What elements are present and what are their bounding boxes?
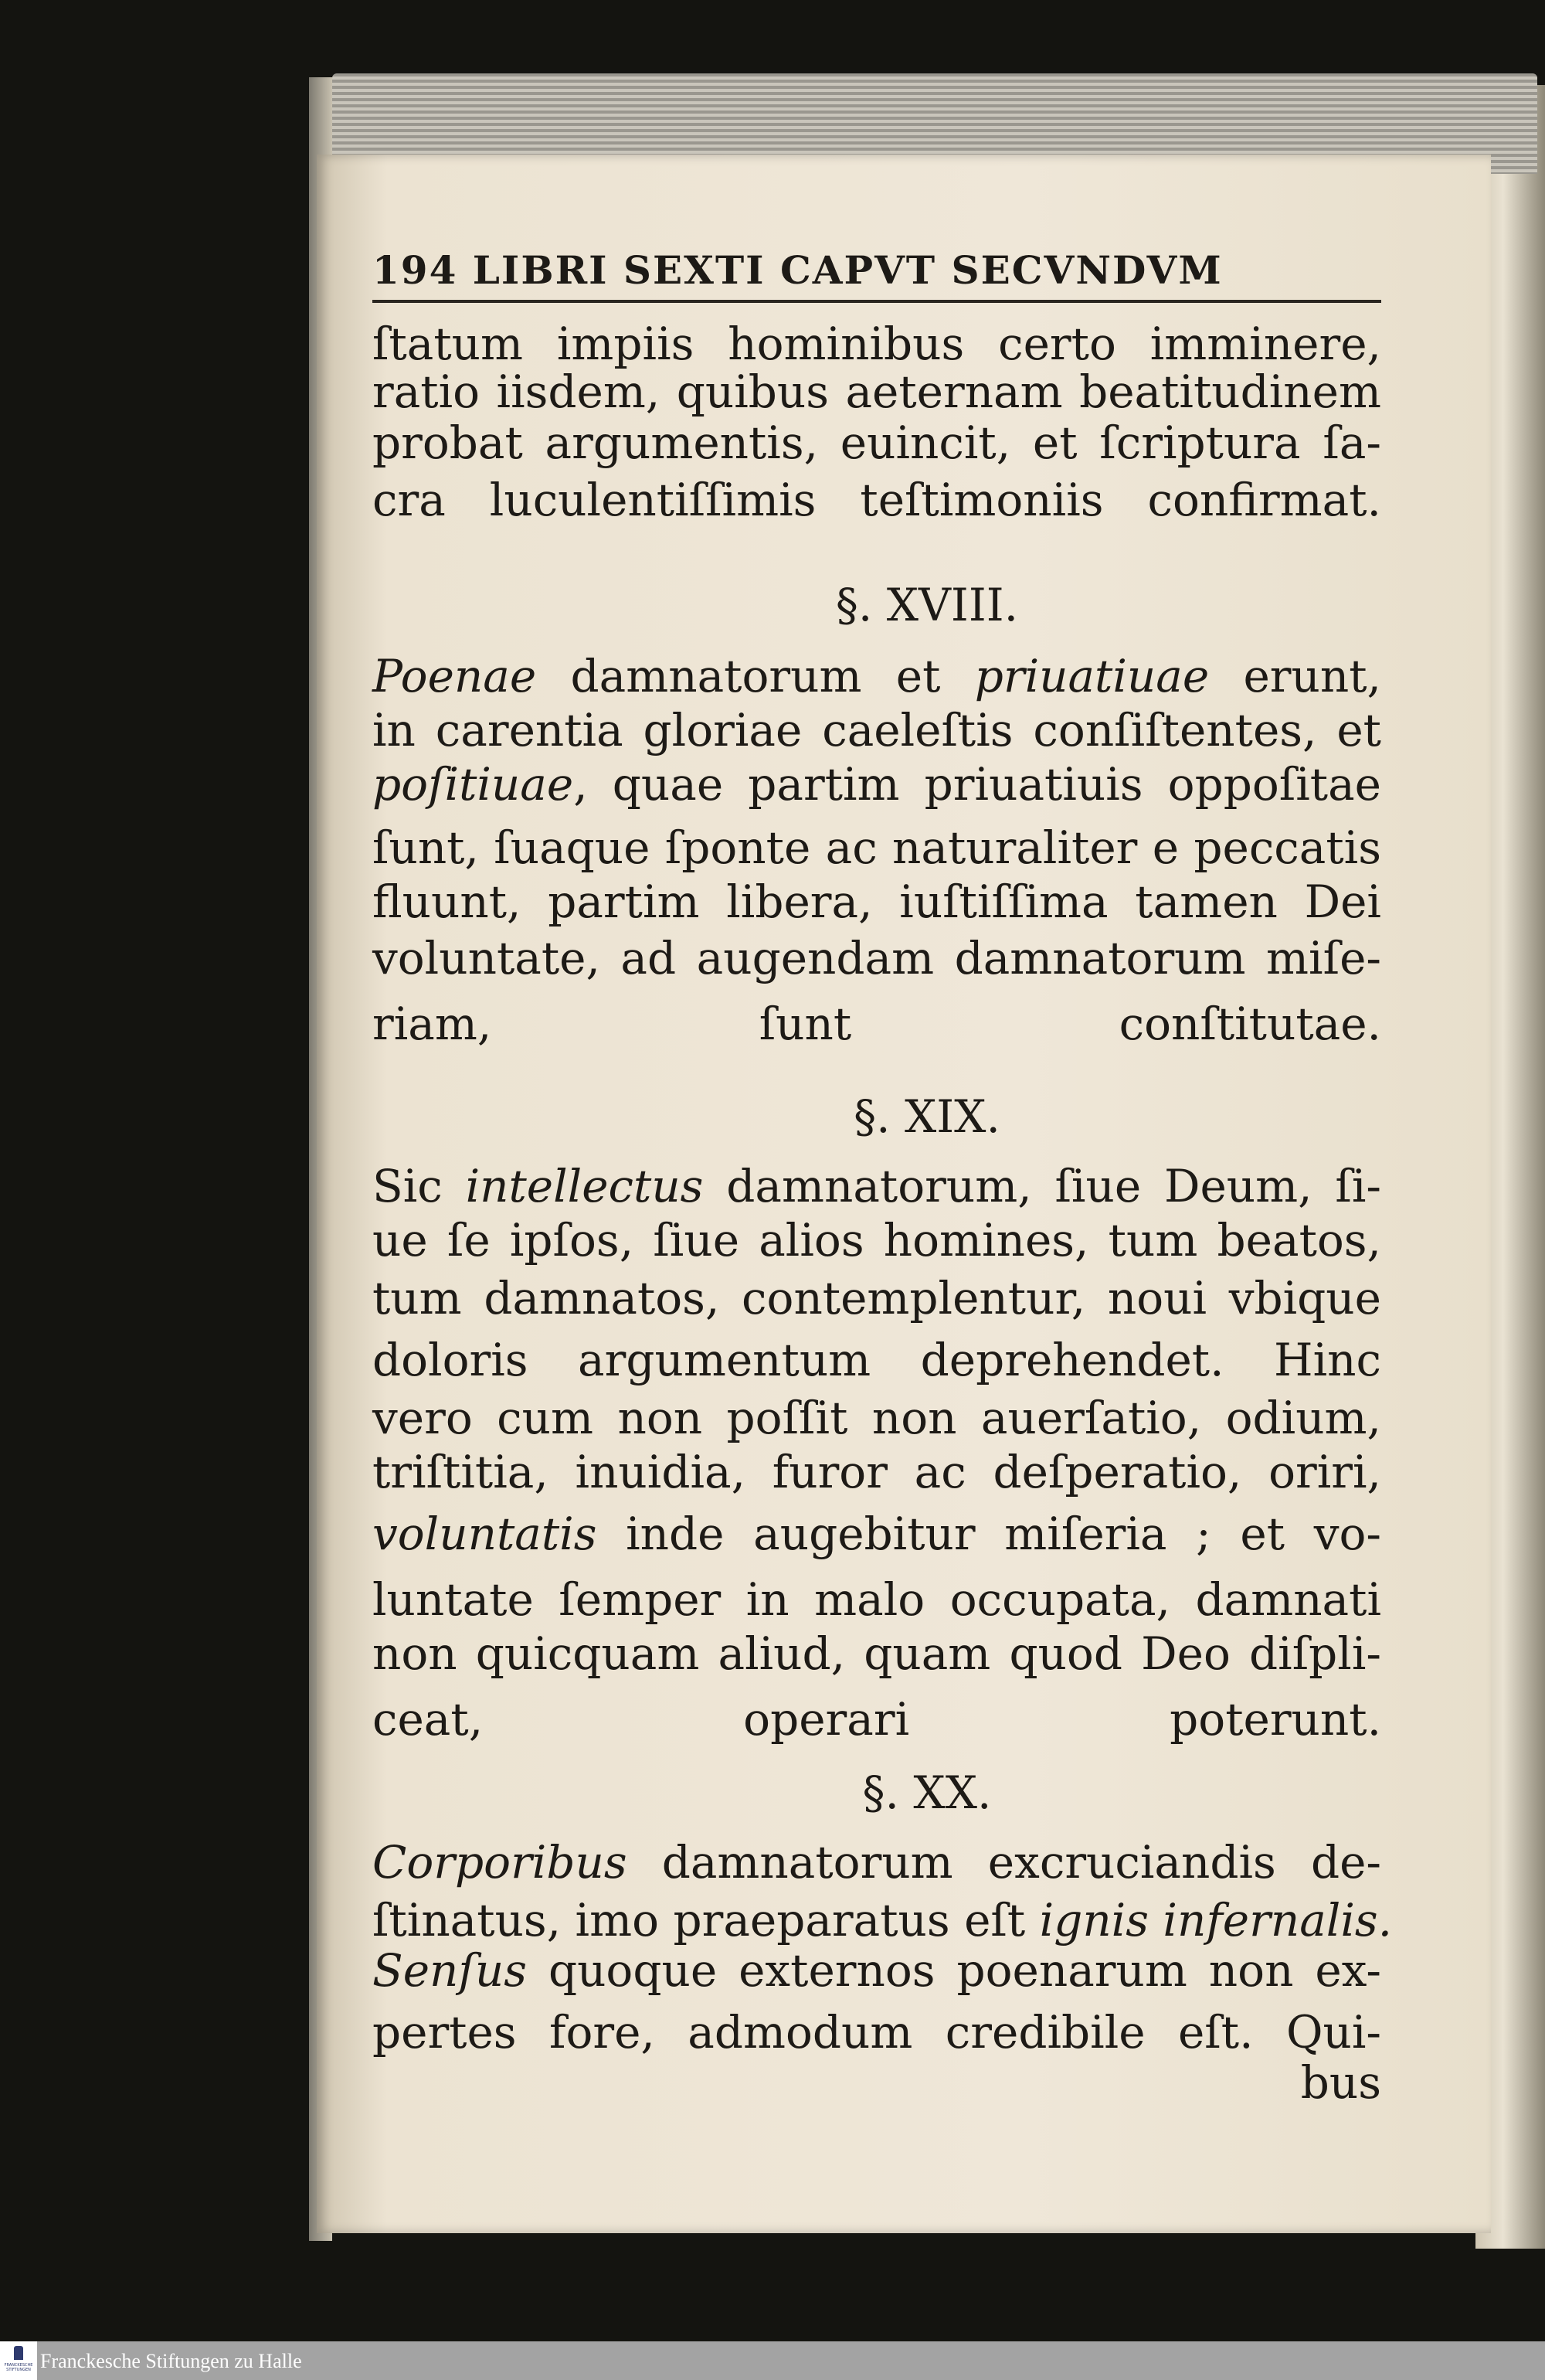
logo-figure-icon: [14, 2346, 23, 2360]
text-segment: tum damnatos, contemplentur, noui vbique: [372, 1272, 1381, 1324]
text-segment: erunt,: [1209, 650, 1381, 702]
text-segment: voluntate, ad augendam damnatorum miſe-: [372, 932, 1381, 984]
text-segment: fluunt, partim libera, iuſtiſſima tamen Dei: [372, 876, 1381, 928]
text-segment: Sic: [372, 1160, 466, 1212]
text-line: [372, 1835, 1381, 1889]
text-segment: bus: [1300, 2056, 1381, 2109]
text-segment: ratio iisdem, quibus aeternam beatitudinem: [372, 366, 1381, 418]
text-segment: probat argumentis, euincit, et ſcriptura ſa-: [372, 416, 1381, 469]
text-line: [372, 1692, 1381, 1746]
text-line: [372, 365, 1381, 419]
text-line: [372, 416, 1381, 470]
footer-bar: [0, 2341, 1545, 2380]
text-segment: damnatorum et: [536, 650, 975, 702]
text-segment: ſunt, ſuaque ſponte ac naturaliter e peccatis: [372, 821, 1381, 874]
text-segment: §. XX.: [862, 1766, 992, 1819]
text-segment: §. XVIII.: [835, 579, 1019, 631]
text-segment: quoque externos poenarum non ex-: [527, 1944, 1381, 1997]
text-line: [372, 2005, 1381, 2059]
section-heading: [541, 578, 1313, 632]
text-segment: damnatorum, ſiue Deum, ſi-: [703, 1160, 1381, 1212]
section-heading: [541, 1766, 1313, 1820]
text-segment: doloris argumentum deprehendet. Hinc: [372, 1334, 1381, 1386]
italic-term: priuatiuae: [974, 650, 1210, 702]
text-line: [372, 1893, 1393, 1947]
text-line: [372, 821, 1381, 875]
italic-term: Poenae: [372, 650, 537, 702]
text-segment: cra luculentiſſimis teſtimoniis confirmat.: [372, 474, 1381, 526]
text-segment: ue ſe ipſos, ſiue alios homines, tum beatos,: [372, 1214, 1381, 1266]
text-line: [372, 1271, 1381, 1325]
text-segment: in carentia gloriae caeleſtis conſiſtentes, et: [372, 704, 1381, 756]
text-line: [372, 473, 1381, 527]
text-line: [372, 1159, 1381, 1213]
text-segment: inde augebitur miſeria ; et vo-: [596, 1508, 1381, 1560]
text-line: [372, 649, 1381, 703]
text-line: [372, 997, 1381, 1051]
text-segment: damnatorum excruciandis de-: [626, 1836, 1381, 1889]
text-line: [372, 931, 1381, 985]
text-line: [372, 1333, 1381, 1387]
italic-term: poſitiuae: [372, 758, 574, 811]
text-line: [372, 2055, 1381, 2110]
text-segment: vero cum non poſſit non auerſatio, odium,: [372, 1392, 1381, 1444]
text-segment: non quicquam aliud, quam quod Deo diſpli-: [372, 1627, 1381, 1680]
text-segment: ceat, operari poterunt.: [372, 1693, 1381, 1746]
text-line: [372, 1213, 1381, 1267]
text-line: [372, 1391, 1381, 1445]
text-line: [372, 1572, 1381, 1627]
italic-term: intellectus: [465, 1160, 704, 1212]
logo-text: FRANCKESCHE STIFTUNGEN: [4, 2363, 33, 2372]
text-line: [372, 1445, 1381, 1499]
text-line: [372, 1627, 1381, 1681]
text-segment: , quae partim priuatiuis oppoſitae: [573, 758, 1381, 811]
header-rule: [372, 300, 1381, 303]
italic-term: ignis infernalis.: [1039, 1894, 1393, 1946]
text-line: [372, 1943, 1381, 1998]
section-heading: [541, 1090, 1313, 1144]
italic-term: Senſus: [372, 1944, 527, 1997]
italic-term: Corporibus: [372, 1836, 627, 1889]
text-line: [372, 757, 1381, 811]
text-segment: riam, ſunt conſtitutae.: [372, 998, 1381, 1050]
text-segment: §. XIX.: [854, 1090, 1000, 1143]
text-line: [372, 317, 1381, 371]
text-segment: ſtatum impiis hominibus certo imminere,: [372, 318, 1381, 370]
running-head: 194 LIBRI SEXTI CAPVT SECVNDVM: [372, 247, 1223, 293]
text-segment: luntate ſemper in malo occupata, damnati: [372, 1573, 1381, 1626]
italic-term: voluntatis: [372, 1508, 597, 1560]
text-segment: pertes fore, admodum credibile eſt. Qui-: [372, 2006, 1381, 2059]
institution-logo: [0, 2341, 37, 2380]
text-line: [372, 1507, 1381, 1561]
text-line: [372, 875, 1381, 929]
text-segment: ſtinatus, imo praeparatus eſt: [372, 1894, 1040, 1946]
institution-name: Franckesche Stiftungen zu Halle: [40, 2350, 302, 2372]
text-line: [372, 703, 1381, 757]
text-segment: triſtitia, inuidia, furor ac deſperatio, oriri,: [372, 1446, 1381, 1498]
